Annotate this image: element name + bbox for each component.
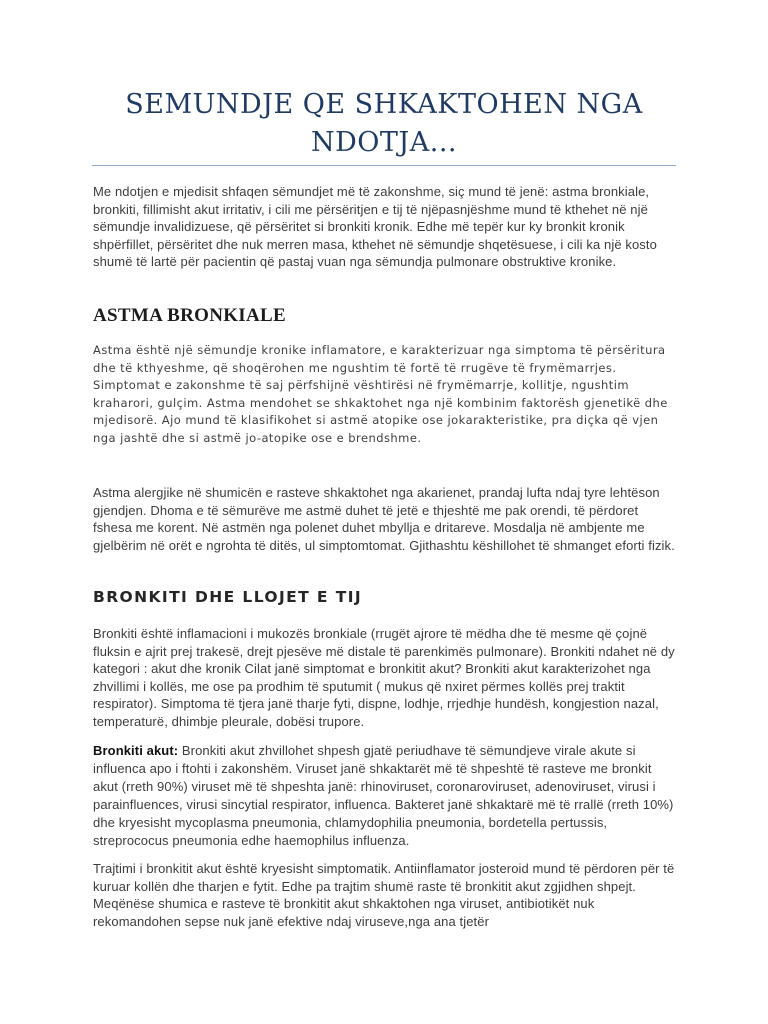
page-title — [92, 86, 676, 162]
title-line-2: NDOTJA... — [311, 127, 457, 158]
astma-paragraph-2: Astma alergjike në shumicën e rasteve shkaktohet nga akarienet, prandaj lufta ndaj tyre lehtëson gjendjen. Dhoma e të sëmurëve me astmë duhet të jetë e thjeshtë me pak orendi, të përdoret fshesa me korent. Në astmën nga polenet duhet mbyllja e dritareve. Mosdalja në ambjente me gjelbërim në orët e ngrohta të ditës, ul simptomtomat. Gjithashtu këshillohet të shmanget eforti fizik. — [93, 485, 675, 553]
intro-paragraph: Me ndotjen e mjedisit shfaqen sëmundjet më të zakonshme, siç mund të jenë: astma bronkiale, bronkiti, fillimisht akut irritativ, i cili me përsëritjen e tij të njëpasnjëshme mund të kthehet në një sëmundje invalidizuese, që përsëritet si bronkiti kronik. Edhe më tepër kur ky bronkit kronik shpërfillet, përsëritet dhe nuk merren masa, kthehet në sëmundje shqetësuese, i cili ka një kosto shumë të lartë për pacientin që pastaj vuan nga sëmundja pulmonare obstruktive kronike. — [93, 184, 657, 269]
section-heading-bronkiti: BRONKITI DHE LLOJET E TIJ — [93, 588, 363, 606]
bronkiti-akut-paragraph — [93, 742, 678, 850]
bronkiti-paragraph-1: Bronkiti është inflamacioni i mukozës bronkiale (rrugët ajrore të mëdha dhe të mesme që çojnë fluksin e ajrit prej trakesë, drejt pjesëve më distale të parenkimës pulmonare). Bronkiti ndahet në dy kategori : akut dhe kronik Cilat janë simptomat e bronkitit akut? Bronkiti akut karakterizohet nga zhvillimi i kollës, me ose pa prodhim të sputumit ( mukus që nxiret përmes kollës prej traktit respirator). Simptoma të tjera janë tharje fyti, dispne, lodhje, rrjedhje hundësh, kongjestion nazal, temperaturë, dhimbje pleurale, dobësi trupore. — [93, 626, 675, 729]
bronkiti-akut-text: Bronkiti akut zhvillohet shpesh gjatë periudhave të sëmundjeve virale akute si influenca apo i ftohti i zakonshëm. Viruset janë shkaktarët më të shpeshtë të rasteve me bronkit akut (rreth 90%) viruset më të shpeshta janë: rhinoviruset, coronaroviruset, adenoviruset, virusi i parainfluences, virusi sincytial respirator, influenca. Bakteret janë shkaktarë më të rrallë (rreth 10%) dhe kryesisht mycoplasma pneumonia, chlamydophilia pneumonia, bordetella pertussis, streprococus pneumonia edhe haemophilus influenza. — [93, 743, 674, 848]
title-divider — [92, 165, 676, 166]
astma-paragraph-1: Astma është një sëmundje kronike inflamatore, e karakterizuar nga simptoma të përsëritura dhe të kthyeshme, që shoqërohen me ngushtim të fortë të rrugëve të frymëmarrjes. Simptomat e zakonshme të saj përfshijnë vështirësi në frymëmarrje, kollitje, ngushtim kraharori, gulçim. Astma mendohet se shkaktohet nga një kombinim faktorësh gjenetikë dhe mjedisorë. Ajo mund të klasifikohet si astmë atopike ose jokarakteristike, pra diçka që vjen nga jashtë dhe si astmë jo-atopike ose e brendshme. — [93, 343, 668, 445]
title-line-1: SEMUNDJE QE SHKAKTOHEN NGA — [125, 89, 643, 120]
section-heading-astma: ASTMA BRONKIALE — [93, 305, 286, 326]
bronkiti-paragraph-3: Trajtimi i bronkitit akut është kryesisht simptomatik. Antiinflamator josteroid mund të përdoren për të kuruar kollën dhe tharjen e fytit. Edhe pa trajtim shumë raste të bronkitit akut zgjidhen shpejt. Meqënëse shumica e rasteve të bronkitit akut shkaktohen nga viruset, antibiotikët nuk rekomandohen sepse nuk janë efektive ndaj viruseve,nga ana tjetër — [93, 861, 675, 929]
bronkiti-akut-lead: Bronkiti akut: — [93, 743, 179, 758]
